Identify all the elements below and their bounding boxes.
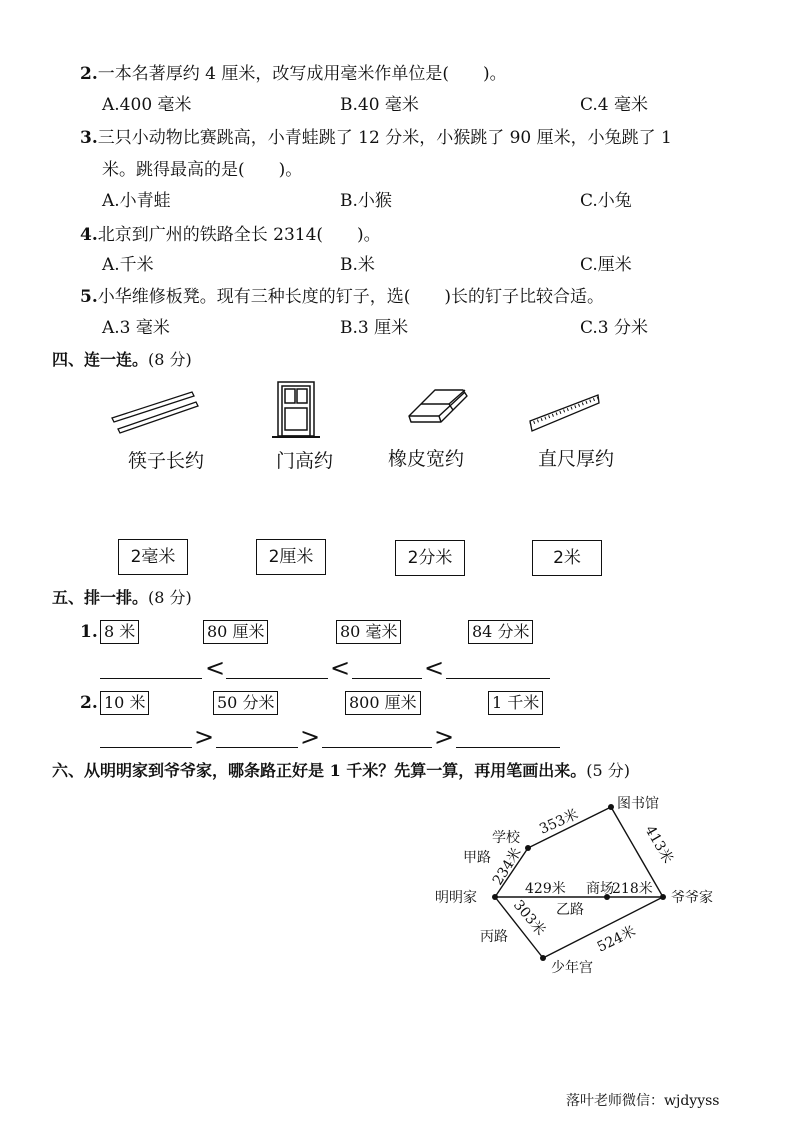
dist-school-library: 353米 [537, 806, 581, 838]
question-3-continued: 米。跳得最高的是( )。 [102, 160, 303, 180]
section-score: (8 分) [148, 350, 192, 369]
place-youth: 少年宫 [551, 960, 593, 976]
question-text: 三只小动物比赛跳高，小青蛙跳了 12 分米，小猴跳了 90 厘米，小兔跳了 1 [97, 128, 672, 148]
question-number: 4. [80, 225, 98, 245]
section-title: 五、排一排。 [52, 588, 149, 607]
dist-mall-grandpa: 218米 [612, 881, 653, 897]
item-box: 84 分米 [468, 620, 533, 644]
place-library: 图书馆 [617, 796, 659, 812]
dist-home-youth: 303米 [509, 897, 549, 939]
place-school: 学校 [492, 830, 520, 846]
item-box: 80 毫米 [336, 620, 401, 644]
item-box: 10 米 [100, 691, 149, 715]
greater-than: > [434, 723, 455, 751]
question-number: 3. [80, 128, 98, 148]
section-title: 六、从明明家到爷爷家，哪条路正好是 1 千米？先算一算，再用笔画出来。 [52, 761, 587, 780]
option-a: A.千米 [102, 255, 154, 275]
node-grandpa [660, 894, 666, 900]
option-c: C.4 毫米 [580, 95, 649, 115]
label-eraser: 橡皮宽约 [388, 448, 465, 470]
dist-home-mall: 429米 [525, 881, 566, 897]
option-b: B.3 厘米 [340, 318, 409, 338]
answer-box-2cm[interactable]: 2厘米 [256, 539, 326, 575]
answer-box-2m[interactable]: 2米 [532, 540, 602, 576]
question-number: 5. [80, 287, 98, 307]
question-text: 一本名著厚约 4 厘米，改写成用毫米作单位是( )。 [97, 64, 507, 84]
answer-box-2mm[interactable]: 2毫米 [118, 539, 188, 575]
road-c-label: 丙路 [480, 929, 508, 945]
less-than: < [330, 654, 351, 682]
question-number: 2. [80, 64, 98, 84]
section-title: 四、连一连。 [52, 350, 149, 369]
label-chopsticks: 筷子长约 [128, 450, 205, 472]
node-youth [540, 955, 546, 961]
place-mall: 商场 [586, 881, 614, 897]
option-b: B.小猴 [340, 191, 392, 211]
label-ruler: 直尺厚约 [538, 448, 615, 470]
dist-youth-grandpa: 524米 [594, 923, 639, 956]
section-score: (5 分) [586, 761, 631, 780]
option-a: A.3 毫米 [102, 318, 170, 338]
dist-home-school: 234米 [489, 845, 525, 889]
section-score: (8 分) [148, 588, 192, 607]
greater-than: > [194, 723, 215, 751]
row-number: 2. [80, 693, 98, 713]
item-box: 50 分米 [213, 691, 278, 715]
item-box: 800 厘米 [345, 691, 421, 715]
answer-box-2dm[interactable]: 2分米 [395, 540, 465, 576]
less-than: < [424, 654, 445, 682]
option-c: C.3 分米 [580, 318, 649, 338]
node-library [608, 804, 614, 810]
place-grandpa: 爷爷家 [671, 890, 713, 906]
less-than: < [205, 654, 226, 682]
option-b: B.40 毫米 [340, 95, 419, 115]
option-a: A.小青蛙 [102, 191, 171, 211]
footer-note: 落叶老师微信：wjdyyss [566, 1093, 720, 1109]
question-text: 小华维修板凳。现有三种长度的钉子，选( )长的钉子比较合适。 [97, 287, 605, 307]
option-b: B.米 [340, 255, 375, 275]
item-box: 80 厘米 [203, 620, 268, 644]
dist-library-grandpa: 413米 [641, 823, 676, 867]
label-door: 门高约 [276, 450, 334, 472]
greater-than: > [300, 723, 321, 751]
row-number: 1. [80, 622, 98, 642]
road-b-label: 乙路 [556, 902, 584, 918]
question-text: 北京到广州的铁路全长 2314( )。 [97, 225, 381, 245]
option-a: A.400 毫米 [102, 95, 192, 115]
item-box: 8 米 [100, 620, 139, 644]
option-c: C.厘米 [580, 255, 632, 275]
option-c: C.小兔 [580, 191, 632, 211]
item-box: 1 千米 [488, 691, 543, 715]
place-home: 明明家 [435, 890, 477, 906]
node-home [492, 894, 498, 900]
road-a-label: 甲路 [463, 850, 491, 866]
node-school [525, 845, 531, 851]
